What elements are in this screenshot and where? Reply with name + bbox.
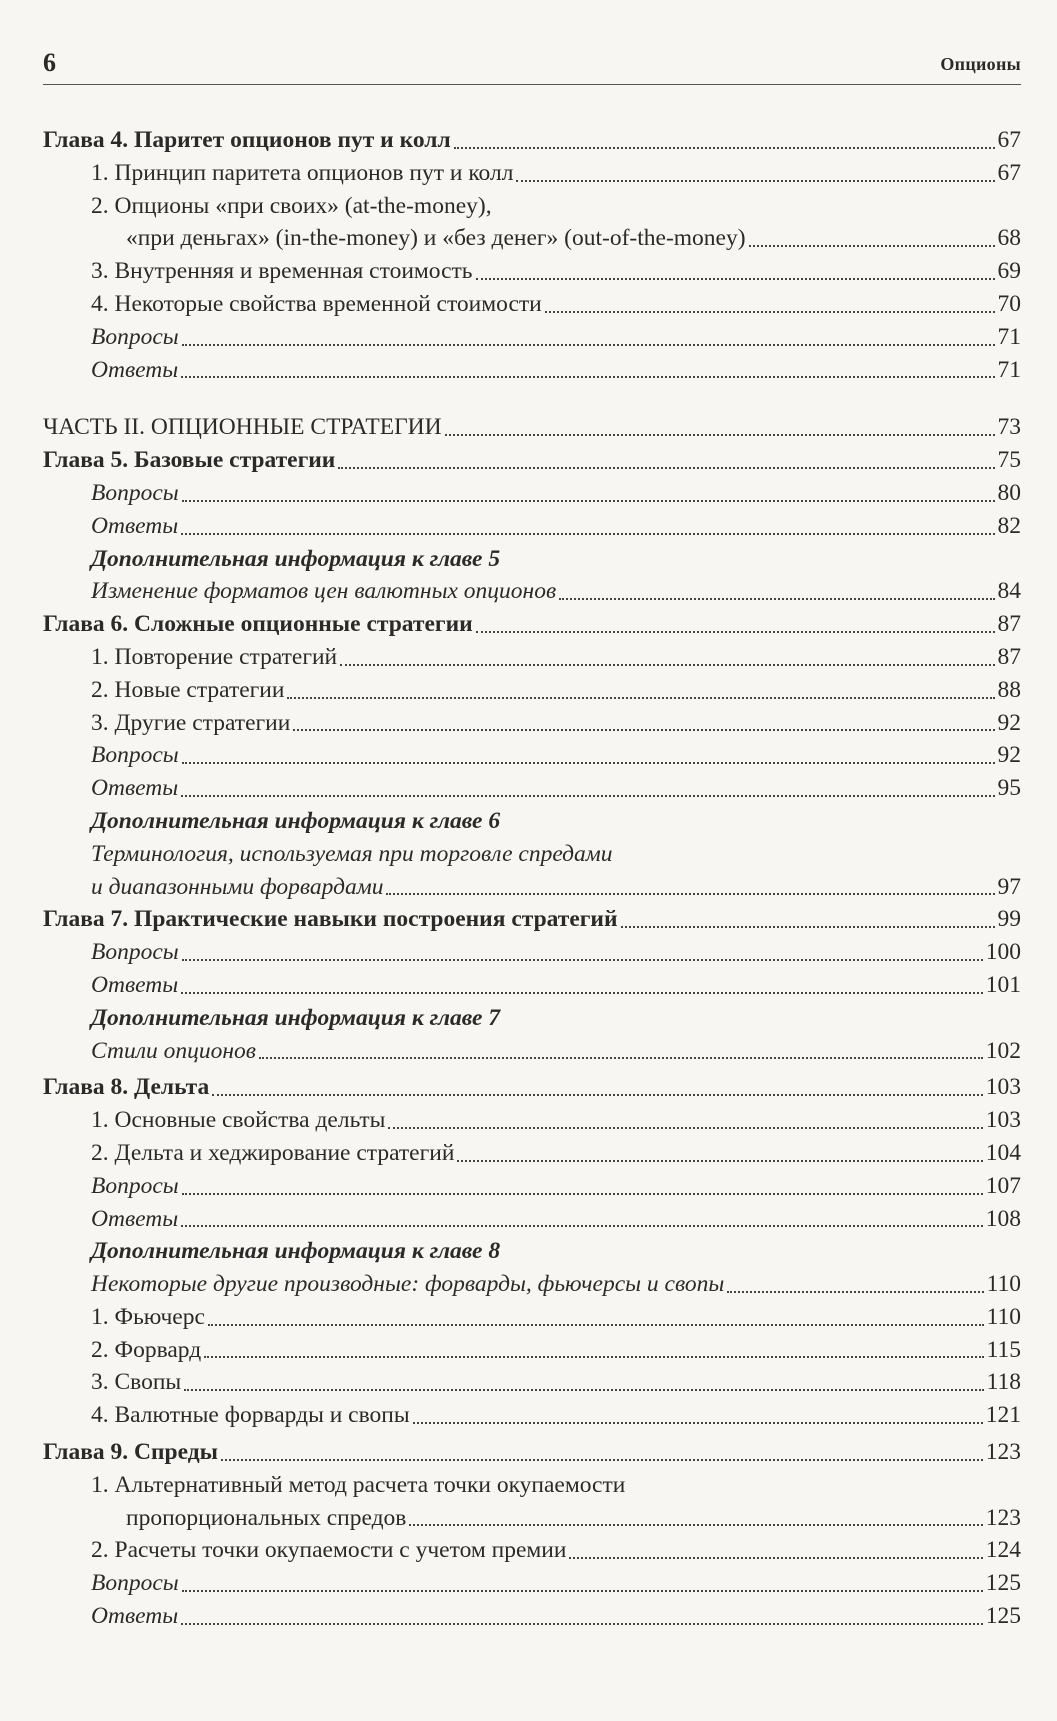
- toc-entry: [43, 1366, 1021, 1399]
- toc-entry-title: Дополнительная информация к главе 8: [91, 1238, 501, 1265]
- dot-leader: [184, 1389, 983, 1391]
- page-header: [43, 48, 1021, 85]
- toc-entry: [43, 772, 1021, 805]
- dot-leader: [457, 1160, 982, 1162]
- dot-leader: [182, 344, 995, 346]
- toc-entry: [43, 411, 1021, 444]
- running-title: Опционы: [940, 54, 1021, 74]
- toc-entry: [43, 1502, 1021, 1535]
- toc-entry: [43, 1203, 1021, 1236]
- toc-entry: [43, 1268, 1021, 1301]
- toc-entry-title: Ответы: [91, 512, 179, 539]
- dot-leader: [182, 762, 995, 764]
- toc-entry-page: 70: [997, 290, 1021, 317]
- toc-entry-title: 3. Внутренняя и временная стоимость: [91, 258, 473, 285]
- toc-entry-title: 4. Валютные форварды и свопы: [91, 1402, 410, 1429]
- toc-entry-page: 82: [997, 512, 1021, 539]
- toc-entry-title: 4. Некоторые свойства временной стоимости: [91, 290, 542, 317]
- toc-entry: [43, 190, 1021, 223]
- toc-entry-title: 1. Принцип паритета опционов пут и колл: [91, 159, 514, 186]
- dot-leader: [182, 959, 983, 961]
- dot-leader: [749, 245, 995, 247]
- toc-entry-title: 1. Фьючерс: [91, 1303, 205, 1330]
- toc-entry-title: Дополнительная информация к главе 6: [91, 807, 501, 834]
- toc-entry-title: «при деньгах» (in-the-money) и «без денег» (out-of-the-money): [126, 225, 746, 252]
- dot-leader: [727, 1291, 983, 1293]
- toc-entry-page: 104: [985, 1139, 1021, 1166]
- toc-entry: [43, 477, 1021, 510]
- toc-entry: [43, 1235, 1021, 1268]
- toc-entry-page: 110: [986, 1271, 1021, 1298]
- toc-entry: [43, 222, 1021, 255]
- toc-entry-page: 97: [997, 873, 1021, 900]
- toc-spacer: [43, 386, 1021, 411]
- dot-leader: [287, 697, 994, 699]
- table-of-contents: [43, 124, 1021, 1633]
- toc-entry-title: Глава 7. Практические навыки построения стратегий: [43, 906, 618, 933]
- toc-entry-page: 87: [997, 643, 1021, 670]
- toc-entry-page: 75: [997, 447, 1021, 474]
- dot-leader: [340, 664, 994, 666]
- toc-entry-page: 125: [985, 1603, 1021, 1630]
- toc-entry: [43, 354, 1021, 387]
- toc-entry-page: 92: [997, 742, 1021, 769]
- toc-entry: [43, 641, 1021, 674]
- toc-entry-page: 69: [997, 258, 1021, 285]
- dot-leader: [181, 1225, 983, 1227]
- toc-entry: [43, 1170, 1021, 1203]
- dot-leader: [559, 598, 994, 600]
- toc-entry-title: ЧАСТЬ II. ОПЦИОННЫЕ СТРАТЕГИИ: [43, 414, 442, 441]
- toc-entry: [43, 1071, 1021, 1104]
- toc-entry-page: 88: [997, 676, 1021, 703]
- toc-entry: [43, 255, 1021, 288]
- toc-entry-page: 73: [997, 414, 1021, 441]
- toc-entry-title: Вопросы: [91, 323, 179, 350]
- dot-leader: [182, 500, 995, 502]
- dot-leader: [445, 434, 995, 436]
- toc-entry: [43, 739, 1021, 772]
- dot-leader: [221, 1459, 983, 1461]
- toc-entry-page: 99: [997, 906, 1021, 933]
- dot-leader: [182, 1590, 983, 1592]
- toc-entry: [43, 674, 1021, 707]
- toc-entry-title: Глава 6. Сложные опционные стратегии: [43, 611, 473, 638]
- toc-entry: [43, 1567, 1021, 1600]
- toc-entry: [43, 543, 1021, 576]
- dot-leader: [181, 533, 994, 535]
- toc-entry-title: 2. Дельта и хеджирование стратегий: [91, 1139, 455, 1166]
- toc-entry-page: 71: [997, 323, 1021, 350]
- toc-entry-title: Ответы: [91, 1205, 179, 1232]
- toc-entry-title: 2. Расчеты точки окупаемости с учетом премии: [91, 1537, 567, 1564]
- toc-entry-title: Ответы: [91, 356, 179, 383]
- toc-entry: [43, 575, 1021, 608]
- toc-entry: [43, 838, 1021, 871]
- toc-entry-page: 115: [986, 1336, 1021, 1363]
- dot-leader: [476, 631, 995, 633]
- toc-entry: [43, 608, 1021, 641]
- toc-entry: [43, 157, 1021, 190]
- toc-entry: [43, 321, 1021, 354]
- toc-entry-title: Вопросы: [91, 742, 179, 769]
- dot-leader: [386, 893, 994, 895]
- toc-entry-page: 68: [997, 225, 1021, 252]
- toc-entry-page: 107: [985, 1172, 1021, 1199]
- dot-leader: [621, 926, 995, 928]
- page-number: 6: [43, 48, 56, 77]
- toc-entry-title: Вопросы: [91, 939, 179, 966]
- toc-entry-title: Ответы: [91, 971, 179, 998]
- toc-entry-page: 84: [997, 578, 1021, 605]
- toc-entry: [43, 1436, 1021, 1469]
- toc-entry: [43, 1301, 1021, 1334]
- toc-entry-page: 125: [985, 1570, 1021, 1597]
- toc-entry: [43, 969, 1021, 1002]
- toc-entry-title: Дополнительная информация к главе 5: [91, 545, 501, 572]
- dot-leader: [516, 180, 994, 182]
- toc-entry-title: Изменение форматов цен валютных опционов: [91, 578, 557, 605]
- toc-entry-title: Дополнительная информация к главе 7: [91, 1004, 501, 1031]
- dot-leader: [476, 278, 995, 280]
- toc-entry-title: Глава 4. Паритет опционов пут и колл: [43, 127, 451, 153]
- toc-entry-title: Ответы: [91, 775, 179, 802]
- toc-entry-page: 118: [986, 1369, 1021, 1396]
- toc-entry-title: 1. Основные свойства дельты: [91, 1107, 386, 1134]
- dot-leader: [409, 1524, 982, 1526]
- toc-entry: [43, 1035, 1021, 1068]
- toc-entry: [43, 1137, 1021, 1170]
- toc-entry: [43, 1399, 1021, 1432]
- toc-entry-title: Ответы: [91, 1603, 179, 1630]
- toc-entry-page: 101: [985, 971, 1021, 998]
- dot-leader: [208, 1324, 984, 1326]
- toc-entry-title: Некоторые другие производные: форварды, фьючерсы и свопы: [91, 1271, 725, 1298]
- toc-entry: [43, 1104, 1021, 1137]
- dot-leader: [181, 1623, 983, 1625]
- toc-entry-title: Глава 5. Базовые стратегии: [43, 447, 336, 474]
- dot-leader: [413, 1422, 983, 1424]
- dot-leader: [181, 795, 994, 797]
- dot-leader: [293, 729, 994, 731]
- toc-entry-title: 2. Опционы «при своих» (at-the-money),: [91, 192, 492, 219]
- toc-entry: [43, 871, 1021, 904]
- toc-entry-page: 103: [985, 1074, 1021, 1101]
- toc-entry: [43, 510, 1021, 543]
- toc-entry-title: 1. Повторение стратегий: [91, 643, 338, 670]
- dot-leader: [388, 1127, 982, 1129]
- dot-leader: [454, 147, 995, 149]
- toc-entry: [43, 288, 1021, 321]
- toc-entry: [43, 707, 1021, 740]
- toc-entry-page: 67: [997, 159, 1021, 186]
- toc-entry-page: 67: [997, 127, 1021, 153]
- toc-entry-page: 92: [997, 709, 1021, 736]
- toc-entry-page: 87: [997, 611, 1021, 638]
- toc-entry-title: 2. Форвард: [91, 1336, 202, 1363]
- toc-entry: [43, 1600, 1021, 1633]
- toc-entry: [43, 805, 1021, 838]
- dot-leader: [569, 1557, 982, 1559]
- toc-entry: [43, 936, 1021, 969]
- toc-entry: [43, 1469, 1021, 1502]
- toc-entry-page: 123: [985, 1439, 1021, 1466]
- dot-leader: [182, 1193, 983, 1195]
- toc-entry: [43, 1534, 1021, 1567]
- dot-leader: [181, 992, 983, 994]
- toc-entry-title: Глава 9. Спреды: [43, 1439, 218, 1466]
- toc-entry-title: Терминология, используемая при торговле спредами: [91, 840, 613, 867]
- dot-leader: [204, 1356, 983, 1358]
- toc-entry-title: Глава 8. Дельта: [43, 1074, 210, 1101]
- toc-entry-page: 124: [985, 1537, 1021, 1564]
- toc-entry-page: 108: [985, 1205, 1021, 1232]
- toc-entry-page: 71: [997, 356, 1021, 383]
- toc-entry-page: 103: [985, 1107, 1021, 1134]
- toc-entry-title: 3. Другие стратегии: [91, 709, 291, 736]
- toc-entry-page: 80: [997, 479, 1021, 506]
- toc-entry-page: 123: [985, 1504, 1021, 1531]
- toc-entry-page: 95: [997, 775, 1021, 802]
- toc-entry-title: Стили опционов: [91, 1037, 256, 1064]
- toc-entry-page: 102: [985, 1037, 1021, 1064]
- toc-entry-title: 2. Новые стратегии: [91, 676, 285, 703]
- toc-entry-title: Вопросы: [91, 479, 179, 506]
- toc-entry-title: Вопросы: [91, 1172, 179, 1199]
- dot-leader: [545, 311, 995, 313]
- toc-entry-page: 121: [985, 1402, 1021, 1429]
- toc-entry-title: Вопросы: [91, 1570, 179, 1597]
- toc-entry-page: 100: [985, 939, 1021, 966]
- toc-entry: [43, 903, 1021, 936]
- toc-entry-title: 3. Свопы: [91, 1369, 182, 1396]
- dot-leader: [181, 376, 994, 378]
- toc-entry: [43, 444, 1021, 477]
- toc-entry: [43, 1002, 1021, 1035]
- dot-leader: [259, 1057, 983, 1059]
- dot-leader: [338, 467, 994, 469]
- toc-entry-title: пропорциональных спредов: [126, 1504, 407, 1531]
- toc-entry-page: 110: [986, 1303, 1021, 1330]
- toc-entry: [43, 124, 1021, 157]
- toc-entry-title: и диапазонными форвардами: [91, 873, 384, 900]
- toc-entry-title: 1. Альтернативный метод расчета точки окупаемости: [91, 1471, 626, 1498]
- toc-entry: [43, 1334, 1021, 1367]
- dot-leader: [212, 1094, 983, 1096]
